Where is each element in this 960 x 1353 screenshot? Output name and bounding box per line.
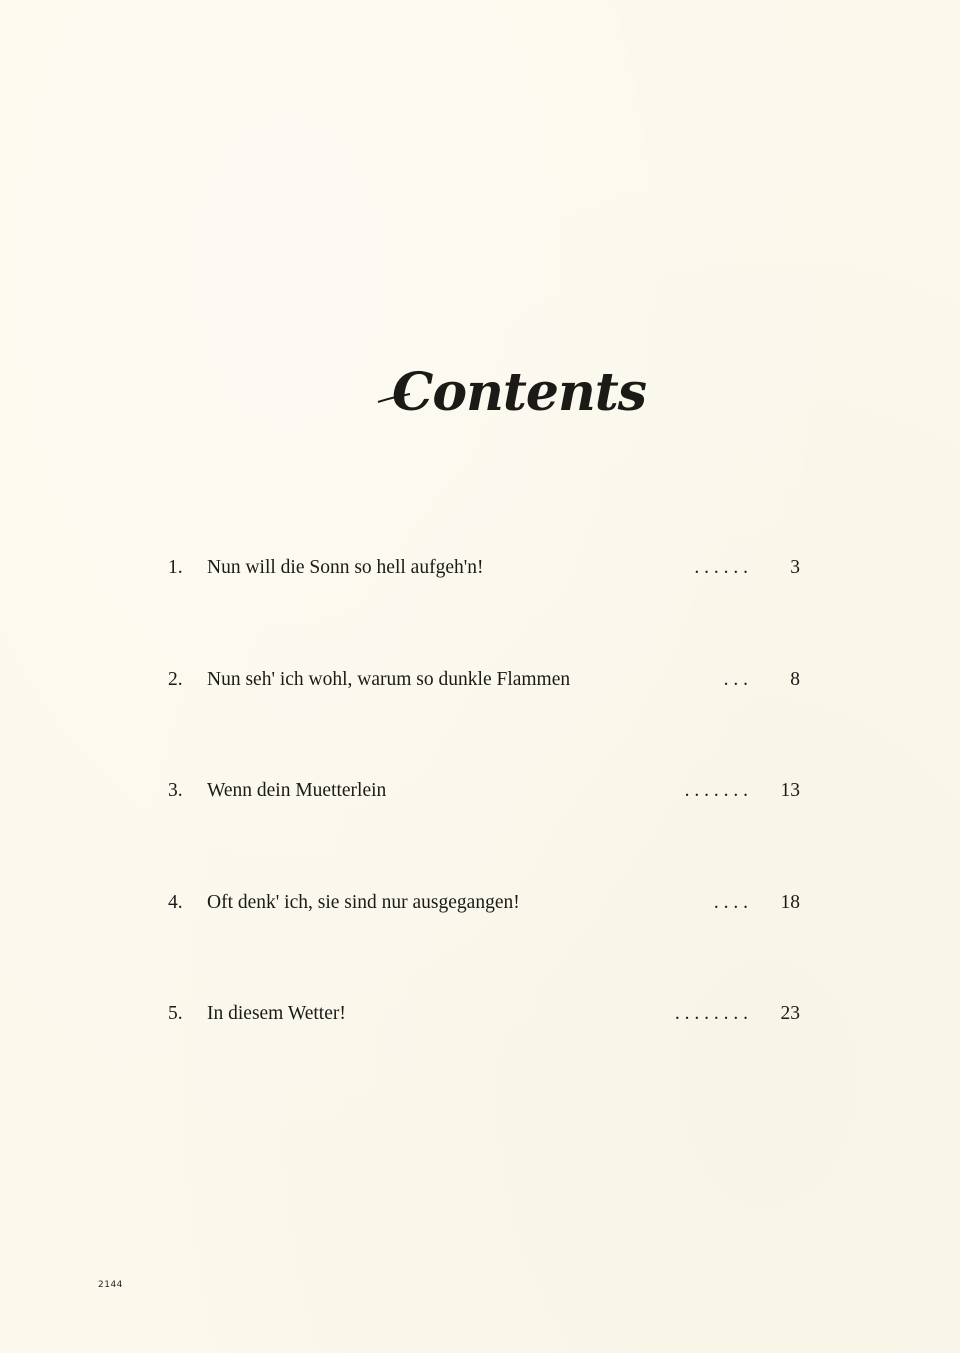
- contents-heading-graphic: [370, 352, 647, 432]
- toc-entry-5: [168, 992, 808, 1104]
- toc-entry-page: 3: [790, 557, 800, 578]
- toc-entry-page: 23: [780, 1003, 800, 1024]
- toc-entry-number: 5.: [168, 1003, 183, 1024]
- toc-entry-title: Oft denk' ich, sie sind nur ausgegangen!: [207, 891, 520, 913]
- toc-entry-title: Wenn dein Muetterlein: [207, 780, 387, 801]
- contents-heading: [370, 352, 647, 432]
- toc-entry-number: 3.: [168, 780, 183, 801]
- footer-plate-number: 2144: [98, 1280, 123, 1290]
- toc-entry-page: 13: [780, 780, 800, 801]
- toc-entry-page: 18: [780, 891, 800, 913]
- toc-entry-title: In diesem Wetter!: [207, 1003, 346, 1024]
- toc-entry-4: [168, 881, 808, 993]
- toc-entry-title: Nun seh' ich wohl, warum so dunkle Flammen: [207, 668, 571, 690]
- toc-entry-leader: . . . .: [713, 891, 748, 913]
- toc-entry-number: 1.: [168, 557, 183, 578]
- toc-entry-page: 8: [790, 668, 800, 690]
- toc-entry-1: [168, 546, 808, 658]
- table-of-contents: [168, 546, 808, 1104]
- toc-entry-leader: . . . . . . . .: [674, 1003, 748, 1024]
- toc-entry-number: 4.: [168, 891, 183, 913]
- toc-entry-title: Nun will die Sonn so hell aufgeh'n!: [207, 557, 484, 578]
- toc-entry-number: 2.: [168, 668, 183, 690]
- toc-entry-3: [168, 769, 808, 881]
- toc-entry-leader: . . . . . .: [694, 557, 748, 578]
- toc-entry-2: [168, 658, 808, 770]
- toc-entry-leader: . . .: [723, 668, 748, 690]
- toc-entry-leader: . . . . . . .: [684, 780, 748, 801]
- contents-heading-text: Contents: [392, 362, 647, 423]
